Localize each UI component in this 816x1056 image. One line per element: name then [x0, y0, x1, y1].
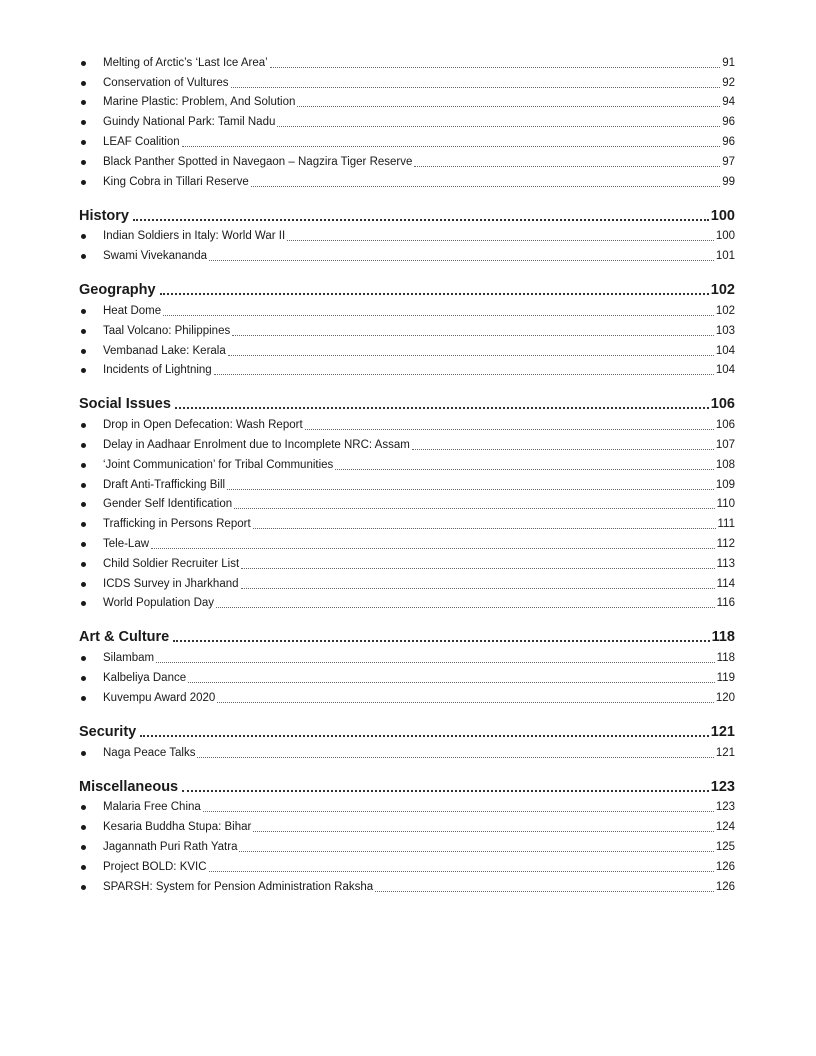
toc-entry[interactable]: [79, 413, 735, 433]
section-page: 123: [710, 778, 735, 795]
dot-leader: [277, 126, 720, 127]
bullet-icon: [79, 800, 103, 815]
section-page: 102: [710, 282, 735, 299]
toc-entry-title: Silambam: [103, 652, 155, 665]
dot-leader: [412, 449, 714, 450]
bullet-icon: [79, 497, 103, 512]
toc-entry[interactable]: [79, 855, 735, 875]
bullet-dot: [81, 463, 86, 468]
bullet-dot: [81, 349, 86, 354]
dot-leader: [156, 662, 715, 663]
bullet-dot: [81, 696, 86, 701]
bullet-icon: [79, 517, 103, 532]
toc-entry-page: 100: [715, 230, 735, 243]
toc-entry-page: 114: [716, 577, 735, 590]
toc-entry[interactable]: [79, 51, 735, 71]
bullet-icon: [79, 418, 103, 433]
bullet-dot: [81, 865, 86, 870]
section-page: 106: [710, 396, 735, 413]
bullet-dot: [81, 180, 86, 185]
toc-section-heading[interactable]: [79, 624, 735, 646]
toc-entry[interactable]: [79, 130, 735, 150]
toc-entry[interactable]: [79, 493, 735, 513]
section-title: History: [79, 207, 129, 224]
toc-entry-page: 112: [716, 537, 735, 550]
toc-entry-title: Swami Vivekananda: [103, 250, 207, 263]
table-of-contents: [79, 51, 735, 895]
bullet-dot: [81, 483, 86, 488]
toc-entry[interactable]: [79, 150, 735, 170]
toc-entry[interactable]: [79, 512, 735, 532]
bullet-icon: [79, 840, 103, 855]
toc-entry[interactable]: [79, 552, 735, 572]
toc-entry-title: Conservation of Vultures: [103, 76, 229, 89]
bullet-dot: [81, 885, 86, 890]
section-title: Security: [79, 723, 137, 740]
dot-leader: [140, 735, 709, 737]
bullet-dot: [81, 805, 86, 810]
dot-leader: [253, 528, 716, 529]
bullet-icon: [79, 577, 103, 592]
toc-entry-page: 123: [715, 801, 735, 814]
dot-leader: [217, 702, 714, 703]
bullet-dot: [81, 601, 86, 606]
dot-leader: [214, 374, 714, 375]
toc-entry-title: ‘Joint Communication’ for Tribal Communities: [103, 458, 334, 471]
bullet-icon: [79, 557, 103, 572]
dot-leader: [133, 219, 709, 221]
bullet-dot: [81, 582, 86, 587]
toc-entry-page: 103: [715, 324, 735, 337]
dot-leader: [253, 831, 713, 832]
dot-leader: [209, 871, 714, 872]
bullet-icon: [79, 860, 103, 875]
toc-entry[interactable]: [79, 110, 735, 130]
toc-entry-page: 120: [715, 691, 735, 704]
toc-entry[interactable]: [79, 666, 735, 686]
bullet-icon: [79, 438, 103, 453]
bullet-icon: [79, 175, 103, 190]
toc-entry-title: Project BOLD: KVIC: [103, 860, 207, 873]
dot-leader: [241, 568, 715, 569]
toc-entry-page: 118: [716, 652, 735, 665]
toc-entry[interactable]: [79, 835, 735, 855]
bullet-dot: [81, 562, 86, 567]
toc-entry-page: 121: [715, 746, 735, 759]
dot-leader: [216, 607, 715, 608]
bullet-dot: [81, 845, 86, 850]
bullet-icon: [79, 746, 103, 761]
toc-entry[interactable]: [79, 453, 735, 473]
dot-leader: [232, 335, 714, 336]
toc-entry-page: 125: [715, 840, 735, 853]
bullet-dot: [81, 443, 86, 448]
bullet-dot: [81, 502, 86, 507]
toc-entry-title: Black Panther Spotted in Navegaon – Nagzira Tiger Reserve: [103, 155, 413, 168]
toc-entry[interactable]: [79, 170, 735, 190]
toc-entry-page: 106: [715, 419, 735, 432]
toc-entry-page: 119: [716, 671, 735, 684]
toc-entry-title: Tele-Law: [103, 537, 150, 550]
dot-leader: [239, 851, 713, 852]
dot-leader: [231, 87, 721, 88]
dot-leader: [175, 407, 709, 409]
bullet-dot: [81, 825, 86, 830]
toc-entry-title: LEAF Coalition: [103, 135, 180, 148]
toc-entry-title: Incidents of Lightning: [103, 364, 212, 377]
toc-entry-page: 108: [715, 458, 735, 471]
bullet-icon: [79, 76, 103, 91]
dot-leader: [209, 260, 714, 261]
dot-leader: [163, 315, 714, 316]
toc-entry-title: Kuvempu Award 2020: [103, 691, 216, 704]
toc-entry-title: ICDS Survey in Jharkhand: [103, 577, 239, 590]
toc-entry-title: King Cobra in Tillari Reserve: [103, 175, 249, 188]
toc-entry-title: Vembanad Lake: Kerala: [103, 344, 226, 357]
dot-leader: [414, 166, 720, 167]
toc-entry-page: 126: [715, 880, 735, 893]
toc-section-heading[interactable]: [79, 203, 735, 225]
toc-entry[interactable]: [79, 91, 735, 111]
toc-entry[interactable]: [79, 741, 735, 761]
section-title: Social Issues: [79, 396, 171, 413]
toc-entry-title: Guindy National Park: Tamil Nadu: [103, 116, 276, 129]
toc-entry-page: 99: [722, 175, 735, 188]
bullet-icon: [79, 596, 103, 611]
toc-entry-page: 107: [715, 438, 735, 451]
bullet-icon: [79, 478, 103, 493]
toc-entry-title: SPARSH: System for Pension Administration Raksha: [103, 880, 374, 893]
dot-leader: [241, 588, 715, 589]
toc-entry[interactable]: [79, 686, 735, 706]
dot-leader: [287, 240, 714, 241]
dot-leader: [297, 106, 720, 107]
toc-entry-title: Kesaria Buddha Stupa: Bihar: [103, 821, 252, 834]
bullet-icon: [79, 135, 103, 150]
toc-section-heading[interactable]: [79, 719, 735, 741]
toc-entry-title: Melting of Arctic’s ‘Last Ice Area’: [103, 56, 268, 69]
toc-entry-title: Naga Peace Talks: [103, 746, 196, 759]
bullet-icon: [79, 56, 103, 71]
toc-entry[interactable]: [79, 225, 735, 245]
bullet-icon: [79, 249, 103, 264]
bullet-dot: [81, 81, 86, 86]
toc-entry-title: Drop in Open Defecation: Wash Report: [103, 419, 303, 432]
toc-entry-page: 91: [722, 56, 735, 69]
bullet-icon: [79, 95, 103, 110]
bullet-dot: [81, 542, 86, 547]
toc-section-heading[interactable]: [79, 391, 735, 413]
bullet-icon: [79, 115, 103, 130]
toc-entry[interactable]: [79, 572, 735, 592]
dot-leader: [227, 489, 714, 490]
dot-leader: [228, 355, 714, 356]
dot-leader: [173, 640, 709, 642]
toc-entry-title: Delay in Aadhaar Enrolment due to Incomplete NRC: Assam: [103, 438, 410, 451]
toc-entry[interactable]: [79, 244, 735, 264]
toc-entry-title: World Population Day: [103, 597, 215, 610]
bullet-dot: [81, 140, 86, 145]
bullet-dot: [81, 329, 86, 334]
toc-entry-page: 124: [715, 821, 735, 834]
toc-entry-page: 97: [722, 155, 735, 168]
toc-entry[interactable]: [79, 532, 735, 552]
bullet-icon: [79, 820, 103, 835]
bullet-dot: [81, 751, 86, 756]
bullet-icon: [79, 363, 103, 378]
toc-entry-page: 96: [722, 135, 735, 148]
toc-entry-page: 101: [715, 250, 735, 263]
bullet-icon: [79, 155, 103, 170]
section-title: Geography: [79, 282, 156, 299]
toc-entry-page: 92: [722, 76, 735, 89]
dot-leader: [182, 790, 709, 792]
dot-leader: [151, 548, 715, 549]
dot-leader: [197, 757, 713, 758]
dot-leader: [182, 146, 720, 147]
toc-entry-page: 113: [716, 557, 735, 570]
toc-section-heading[interactable]: [79, 277, 735, 299]
dot-leader: [188, 682, 715, 683]
toc-entry-page: 110: [716, 498, 735, 511]
toc-entry-title: Draft Anti-Trafficking Bill: [103, 478, 226, 491]
toc-entry[interactable]: [79, 796, 735, 816]
bullet-dot: [81, 254, 86, 259]
toc-entry-title: Trafficking in Persons Report: [103, 518, 251, 531]
bullet-icon: [79, 671, 103, 686]
dot-leader: [203, 811, 714, 812]
bullet-dot: [81, 656, 86, 661]
bullet-icon: [79, 304, 103, 319]
bullet-icon: [79, 344, 103, 359]
toc-entry-page: 104: [715, 364, 735, 377]
dot-leader: [160, 293, 709, 295]
toc-entry-page: 126: [715, 860, 735, 873]
toc-entry-title: Taal Volcano: Philippines: [103, 324, 231, 337]
dot-leader: [375, 891, 714, 892]
dot-leader: [251, 186, 720, 187]
bullet-dot: [81, 120, 86, 125]
toc-entry-page: 104: [715, 344, 735, 357]
bullet-dot: [81, 423, 86, 428]
bullet-dot: [81, 309, 86, 314]
bullet-icon: [79, 458, 103, 473]
toc-entry[interactable]: [79, 473, 735, 493]
toc-entry-title: Kalbeliya Dance: [103, 671, 187, 684]
section-page: 121: [710, 723, 735, 740]
dot-leader: [305, 429, 714, 430]
toc-entry[interactable]: [79, 319, 735, 339]
toc-entry-page: 102: [715, 304, 735, 317]
dot-leader: [234, 508, 715, 509]
toc-entry[interactable]: [79, 339, 735, 359]
toc-entry-title: Indian Soldiers in Italy: World War II: [103, 230, 286, 243]
bullet-dot: [81, 160, 86, 165]
bullet-dot: [81, 368, 86, 373]
toc-entry[interactable]: [79, 433, 735, 453]
section-page: 118: [711, 629, 735, 646]
toc-entry[interactable]: [79, 646, 735, 666]
toc-entry[interactable]: [79, 359, 735, 379]
bullet-dot: [81, 234, 86, 239]
toc-entry-title: Gender Self Identification: [103, 498, 233, 511]
bullet-dot: [81, 61, 86, 66]
section-page: 100: [710, 207, 735, 224]
toc-section-heading[interactable]: [79, 774, 735, 796]
toc-entry-page: 116: [716, 597, 735, 610]
toc-entry-page: 96: [722, 116, 735, 129]
bullet-icon: [79, 651, 103, 666]
toc-entry[interactable]: [79, 875, 735, 895]
section-title: Art & Culture: [79, 629, 170, 646]
bullet-dot: [81, 522, 86, 527]
toc-entry[interactable]: [79, 71, 735, 91]
toc-entry-title: Jagannath Puri Rath Yatra: [103, 840, 238, 853]
toc-entry[interactable]: [79, 592, 735, 612]
bullet-dot: [81, 100, 86, 105]
section-title: Miscellaneous: [79, 778, 179, 795]
toc-entry-page: 111: [717, 518, 735, 531]
bullet-icon: [79, 537, 103, 552]
toc-entry-page: 109: [715, 478, 735, 491]
toc-entry-title: Malaria Free China: [103, 801, 201, 814]
bullet-icon: [79, 229, 103, 244]
dot-leader: [335, 469, 714, 470]
toc-entry[interactable]: [79, 299, 735, 319]
toc-entry-title: Marine Plastic: Problem, And Solution: [103, 96, 296, 109]
toc-entry-page: 94: [722, 96, 735, 109]
toc-entry[interactable]: [79, 815, 735, 835]
bullet-icon: [79, 324, 103, 339]
toc-entry-title: Child Soldier Recruiter List: [103, 557, 240, 570]
dot-leader: [270, 67, 721, 68]
toc-entry-title: Heat Dome: [103, 304, 162, 317]
bullet-icon: [79, 691, 103, 706]
bullet-icon: [79, 880, 103, 895]
bullet-dot: [81, 676, 86, 681]
